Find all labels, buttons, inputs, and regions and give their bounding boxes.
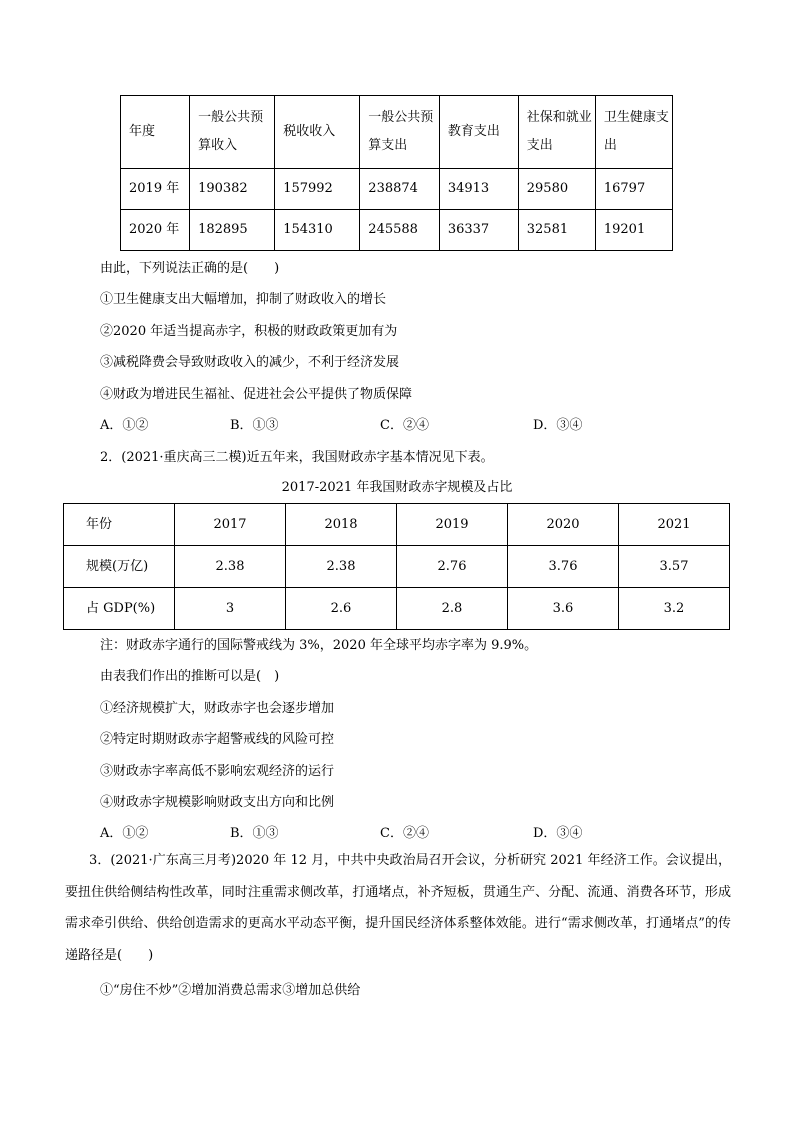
table-cell: 2020 年 xyxy=(121,210,190,251)
q2-option-d[interactable]: D．③④ xyxy=(533,826,583,841)
q2-statement: ④财政赤字规模影响财政支出方向和比例 xyxy=(100,795,335,810)
q2-option-c[interactable]: C．②④ xyxy=(380,826,429,841)
header-cell: 年度 xyxy=(121,96,190,169)
table-cell: 占 GDP(%) xyxy=(64,588,175,630)
table-header-row xyxy=(121,96,673,169)
table-cell: 2.76 xyxy=(397,546,508,588)
q2-stem: 由表我们作出的推断可以是( ) xyxy=(100,669,280,684)
table-cell: 36337 xyxy=(439,210,518,251)
table-cell: 238874 xyxy=(360,169,440,210)
table-cell: 3 xyxy=(175,588,286,630)
q1-option-a[interactable]: A．①② xyxy=(100,418,149,433)
header-cell: 2017 xyxy=(175,504,286,546)
header-cell: 年份 xyxy=(64,504,175,546)
table-cell: 182895 xyxy=(190,210,275,251)
table-cell: 3.57 xyxy=(619,546,730,588)
q1-statement: ③减税降费会导致财政收入的减少，不利于经济发展 xyxy=(100,355,400,370)
q3-statement: ①“房住不炒”②增加消费总需求③增加总供给 xyxy=(100,983,361,998)
q1-statement: ④财政为增进民生福祉、促进社会公平提供了物质保障 xyxy=(100,387,413,402)
q1-option-b[interactable]: B．①③ xyxy=(230,418,279,433)
table-cell: 2.38 xyxy=(286,546,397,588)
table-cell: 32581 xyxy=(518,210,595,251)
table-cell: 154310 xyxy=(275,210,360,251)
table-cell: 245588 xyxy=(360,210,440,251)
q2-option-a[interactable]: A．①② xyxy=(100,826,149,841)
header-cell: 教育支出 xyxy=(439,96,518,169)
table-cell: 规模(万亿) xyxy=(64,546,175,588)
header-cell: 2021 xyxy=(619,504,730,546)
q3-paragraph: 3．(2021·广东高三月考)2020 年 12 月，中共中央政治局召开会议，分析研究 2021 年经济工作。会议提出，要扭住供给侧结构性改革，同时注重需求侧改革，打通堵点，补齐短板，贯通生产、分配、流通、消费各环节，形成需求牵引供给、供给创造需求的更高水平动态平衡，提升国民经济体系整体效能。进行“需求侧改革，打通堵点”的传递路径是( ) xyxy=(65,853,731,963)
table-cell: 2.6 xyxy=(286,588,397,630)
q2-statement: ①经济规模扩大，财政赤字也会逐步增加 xyxy=(100,701,335,716)
q2-statement: ③财政赤字率高低不影响宏观经济的运行 xyxy=(100,764,335,779)
header-cell: 税收收入 xyxy=(275,96,360,169)
header-cell: 2019 xyxy=(397,504,508,546)
q1-option-d[interactable]: D．③④ xyxy=(533,418,583,433)
header-cell: 2020 xyxy=(508,504,619,546)
q1-option-c[interactable]: C．②④ xyxy=(380,418,429,433)
table-cell: 3.76 xyxy=(508,546,619,588)
q2-note: 注：财政赤字通行的国际警戒线为 3%，2020 年全球平均赤字率为 9.9%。 xyxy=(100,638,538,653)
table-row xyxy=(121,210,673,251)
table-header-row xyxy=(64,504,730,546)
q2-intro: 2．(2021·重庆高三二模)近五年来，我国财政赤字基本情况见下表。 xyxy=(100,450,494,465)
q2-table-title: 2017-2021 年我国财政赤字规模及占比 xyxy=(281,480,513,495)
table-cell: 157992 xyxy=(275,169,360,210)
q1-stem: 由此，下列说法正确的是( ) xyxy=(100,261,280,276)
table-cell: 29580 xyxy=(518,169,595,210)
fiscal-table xyxy=(120,95,673,251)
deficit-table xyxy=(63,503,730,630)
table-cell: 19201 xyxy=(595,210,672,251)
table-row xyxy=(64,588,730,630)
table-row xyxy=(121,169,673,210)
table-cell: 3.2 xyxy=(619,588,730,630)
q1-statement: ②2020 年适当提高赤字，积极的财政政策更加有为 xyxy=(100,324,398,339)
header-cell: 社保和就业支出 xyxy=(518,96,595,169)
table-cell: 2.38 xyxy=(175,546,286,588)
table-cell: 2.8 xyxy=(397,588,508,630)
table-cell: 34913 xyxy=(439,169,518,210)
table-cell: 190382 xyxy=(190,169,275,210)
header-cell: 2018 xyxy=(286,504,397,546)
header-cell: 卫生健康支出 xyxy=(595,96,672,169)
q2-option-b[interactable]: B．①③ xyxy=(230,826,279,841)
q2-statement: ②特定时期财政赤字超警戒线的风险可控 xyxy=(100,732,335,747)
table-cell: 16797 xyxy=(595,169,672,210)
header-cell: 一般公共预算支出 xyxy=(360,96,440,169)
q1-statement: ①卫生健康支出大幅增加，抑制了财政收入的增长 xyxy=(100,292,387,307)
table-cell: 2019 年 xyxy=(121,169,190,210)
table-row xyxy=(64,546,730,588)
header-cell: 一般公共预算收入 xyxy=(190,96,275,169)
table-cell: 3.6 xyxy=(508,588,619,630)
